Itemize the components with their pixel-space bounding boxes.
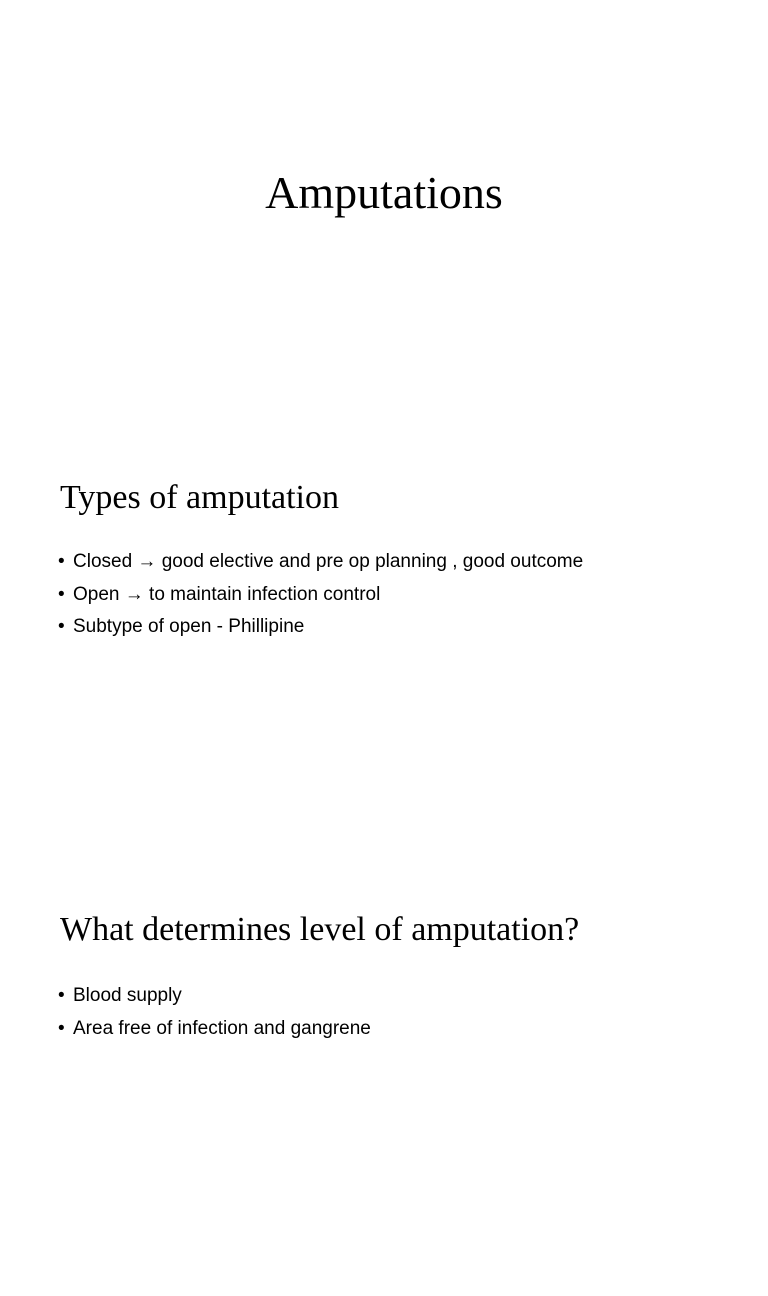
bullet-text: Subtype of open - Phillipine bbox=[73, 616, 305, 637]
bullet-text: Open → to maintain infection control bbox=[73, 583, 381, 605]
slide-title bbox=[0, 0, 768, 432]
bullet-text: Area free of infection and gangrene bbox=[73, 1017, 371, 1039]
slide-heading: What determines level of amputation? bbox=[60, 911, 580, 948]
bullet-item bbox=[58, 611, 583, 644]
bullet-icon: • bbox=[58, 616, 65, 637]
bullet-icon: • bbox=[58, 985, 65, 1006]
bullet-item bbox=[58, 579, 583, 612]
slide-types-of-amputation bbox=[0, 432, 768, 864]
bullet-icon: • bbox=[58, 551, 65, 572]
bullet-list bbox=[58, 980, 371, 1045]
bullet-item bbox=[58, 980, 371, 1013]
bullet-text: Blood supply bbox=[73, 985, 182, 1006]
bullet-item bbox=[58, 546, 583, 579]
slide-heading: Types of amputation bbox=[60, 479, 340, 516]
bullet-icon: • bbox=[58, 583, 65, 605]
presentation-title: Amputations bbox=[265, 167, 503, 218]
bullet-item bbox=[58, 1013, 371, 1046]
bullet-list bbox=[58, 546, 583, 644]
bullet-text: Closed → good elective and pre op planning , good outcome bbox=[73, 551, 584, 572]
slide-level-of-amputation bbox=[0, 864, 768, 1296]
bullet-icon: • bbox=[58, 1017, 65, 1039]
